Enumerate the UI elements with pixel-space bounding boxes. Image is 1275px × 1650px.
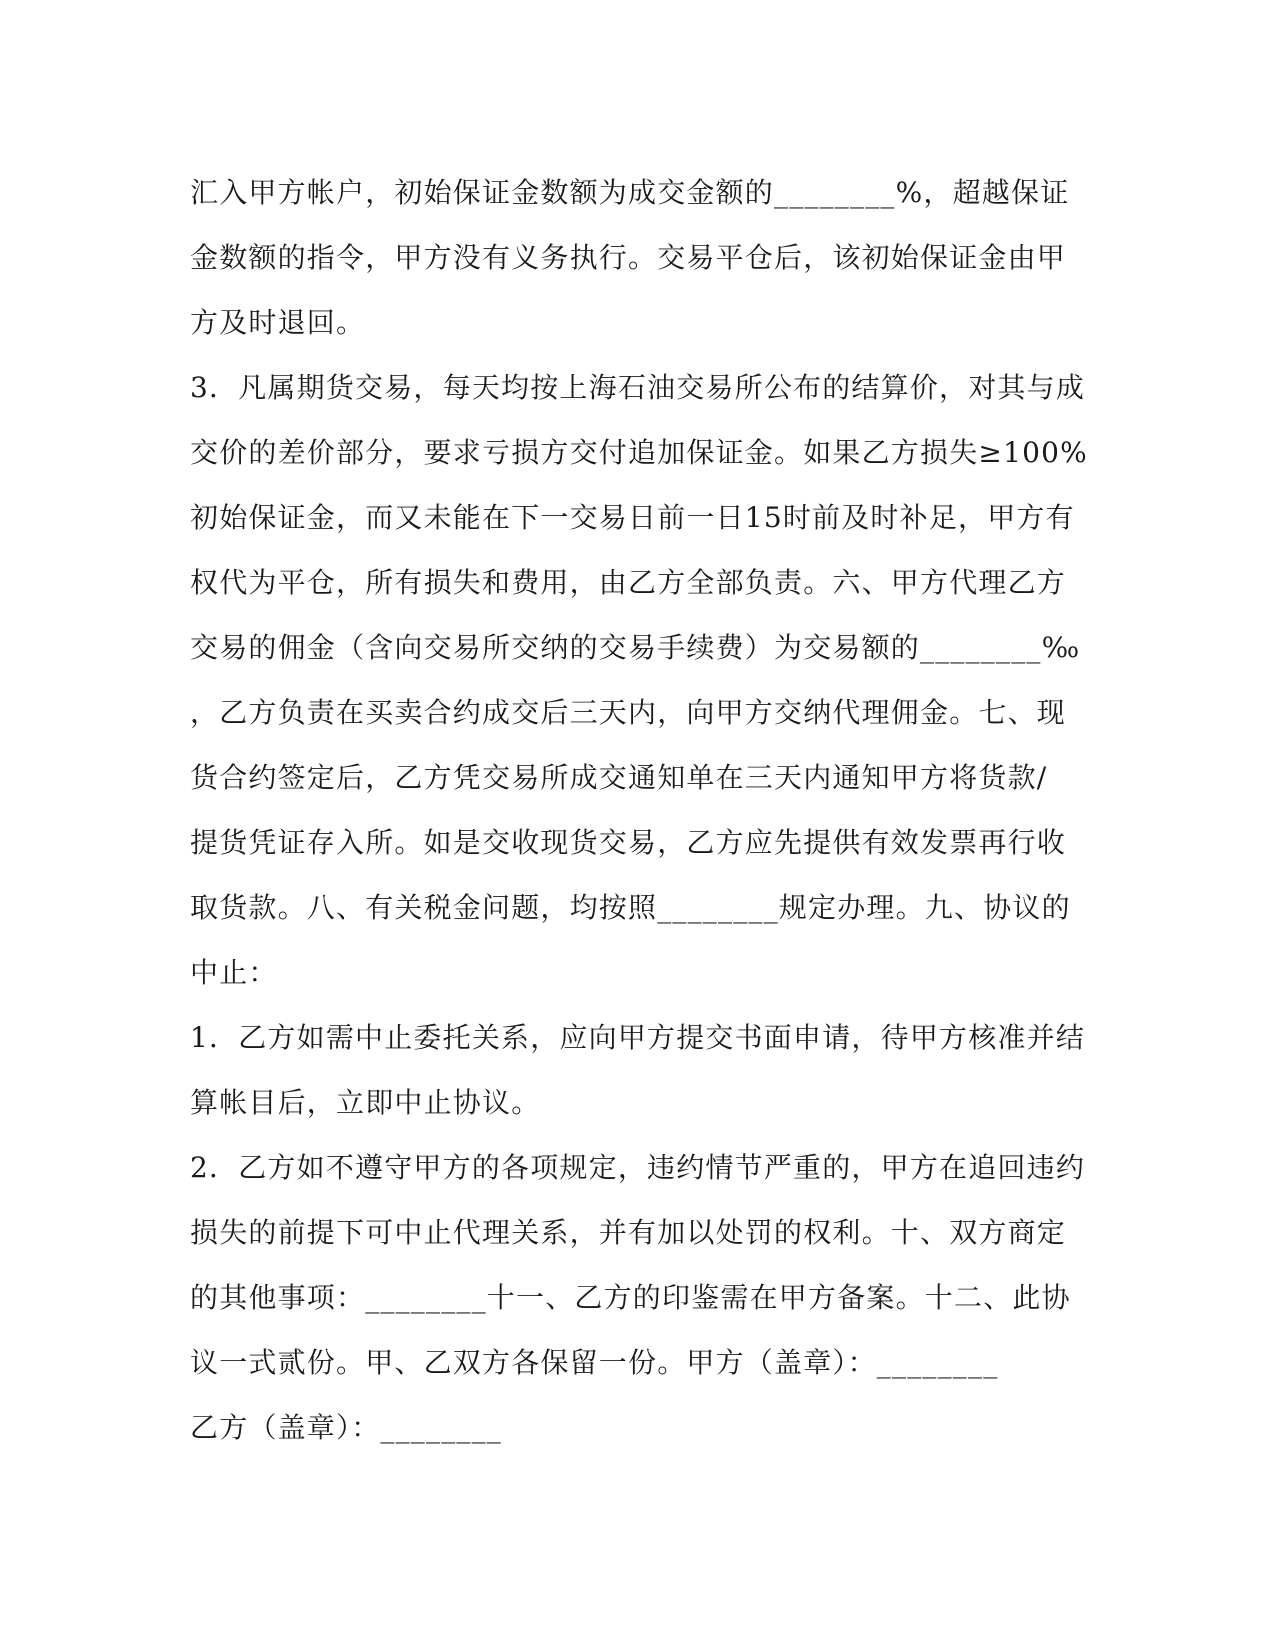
text-line: ，乙方负责在买卖合约成交后三天内，向甲方交纳代理佣金。七、现 <box>190 696 1067 729</box>
text-line: 初始保证金，而又未能在下一交易日前一日15时前及时补足，甲方有 <box>190 501 1075 534</box>
text-line: 权代为平仓，所有损失和费用，由乙方全部负责。六、甲方代理乙方 <box>190 566 1067 599</box>
text-line: 损失的前提下可中止代理关系，并有加以处罚的权利。十、双方商定 <box>190 1216 1067 1249</box>
text-line: 提货凭证存入所。如是交收现货交易，乙方应先提供有效发票再行收 <box>190 826 1067 859</box>
text-line: 汇入甲方帐户，初始保证金数额为成交金额的________%，超越保证 <box>190 176 1070 209</box>
contract-body-text <box>190 160 1090 1460</box>
text-line: 方及时退回。 <box>190 306 366 339</box>
text-line: 交价的差价部分，要求亏损方交付追加保证金。如果乙方损失≥100% <box>190 436 1088 469</box>
text-line: 的其他事项：________十一、乙方的印鉴需在甲方备案。十二、此协 <box>190 1281 1071 1314</box>
text-line: 货合约签定后，乙方凭交易所成交通知单在三天内通知甲方将货款/ <box>190 761 1048 794</box>
text-line: 2．乙方如不遵守甲方的各项规定，违约情节严重的，甲方在追回违约 <box>190 1151 1086 1184</box>
text-line: 中止： <box>190 956 278 989</box>
text-line: 1．乙方如需中止委托关系，应向甲方提交书面申请，待甲方核准并结 <box>190 1021 1086 1054</box>
text-line: 乙方（盖章）：________ <box>190 1411 503 1444</box>
text-line: 议一式贰份。甲、乙双方各保留一份。甲方（盖章）：________ <box>190 1346 999 1379</box>
text-line: 金数额的指令，甲方没有义务执行。交易平仓后，该初始保证金由甲 <box>190 241 1067 274</box>
text-line: 算帐目后，立即中止协议。 <box>190 1086 541 1119</box>
text-line: 取货款。八、有关税金问题，均按照________规定办理。九、协议的 <box>190 891 1071 924</box>
text-line: 3．凡属期货交易，每天均按上海石油交易所公布的结算价，对其与成 <box>190 371 1086 404</box>
text-line: 交易的佣金（含向交易所交纳的交易手续费）为交易额的________‰ <box>190 631 1081 664</box>
